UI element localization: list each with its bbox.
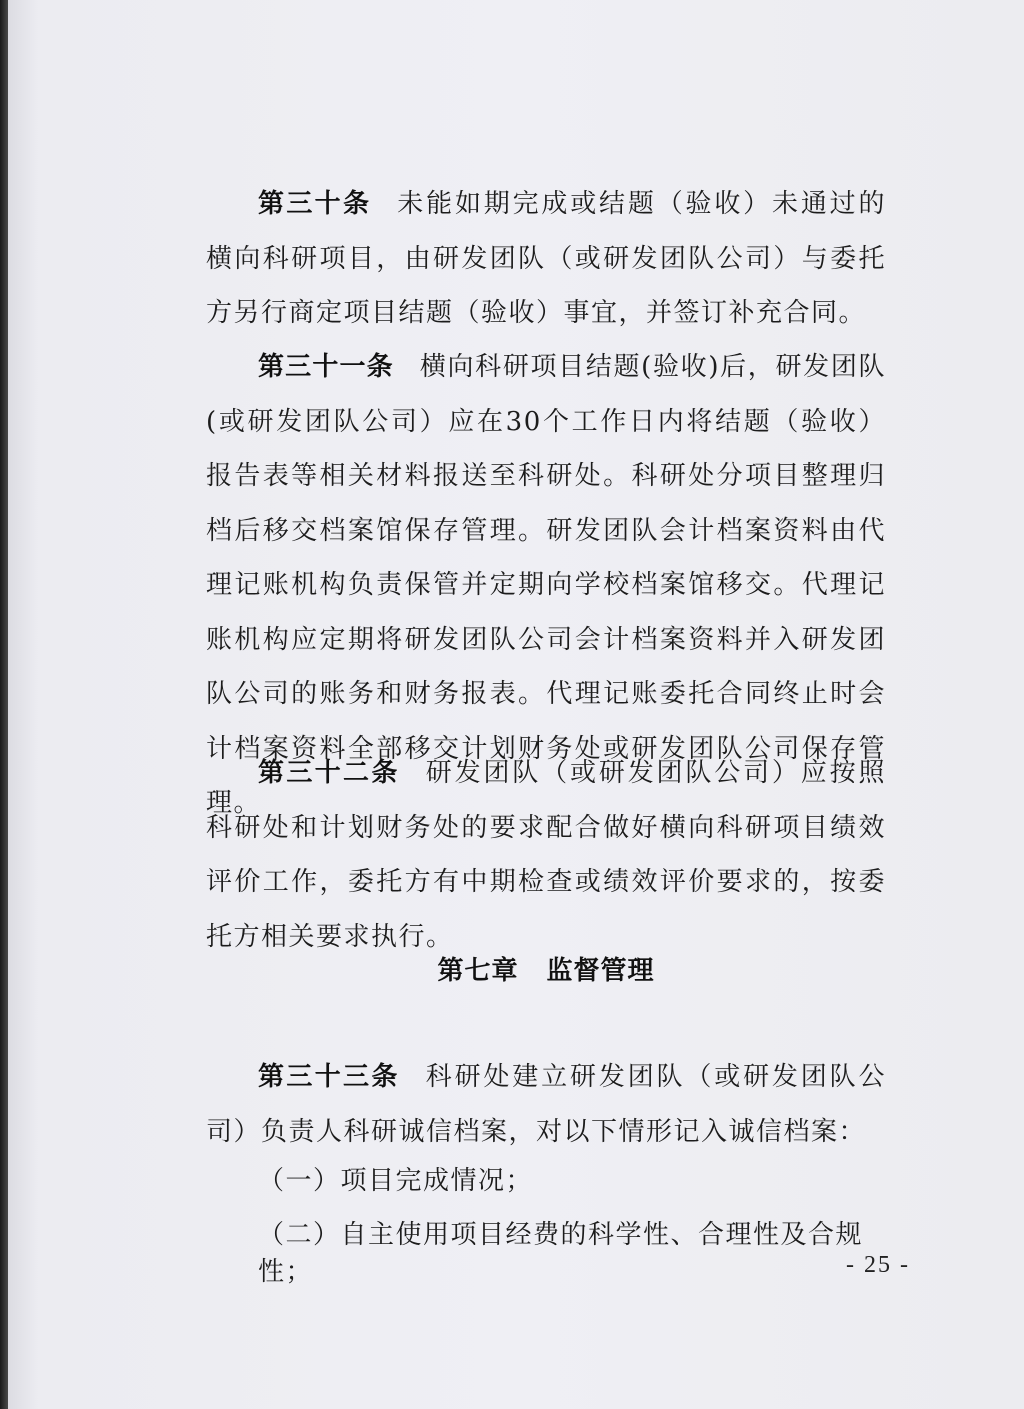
article-32 <box>206 746 886 964</box>
chapter-number: 第七章 <box>437 956 519 986</box>
scan-edge-shadow <box>0 0 8 1409</box>
article-30 <box>206 177 886 341</box>
article-33-text: 科研处建立研发团队（或研发团队公司）负责人科研诚信档案，对以下情形记入诚信档案： <box>206 1062 886 1147</box>
article-31-label: 第三十一条 <box>258 352 394 382</box>
chapter-heading <box>206 950 886 987</box>
article-30-text: 未能如期完成或结题（验收）未通过的横向科研项目，由研发团队（或研发团队公司）与委托方另行商定项目结题（验收）事宜，并签订补充合同。 <box>206 189 886 328</box>
article-33-label: 第三十三条 <box>258 1062 400 1092</box>
list-item: （二）自主使用项目经费的科学性、合理性及合规性； <box>258 1220 864 1287</box>
document-page <box>8 0 1024 1409</box>
article-30-label: 第三十条 <box>258 189 372 219</box>
article-33 <box>206 1050 886 1159</box>
chapter-title: 监督管理 <box>546 956 655 986</box>
article-32-label: 第三十二条 <box>258 758 400 788</box>
list-item: （一）项目完成情况； <box>258 1166 534 1196</box>
article-31-text: 横向科研项目结题(验收)后，研发团队(或研发团队公司）应在30个工作日内将结题（验收）报告表等相关材料报送至科研处。科研处分项目整理归档后移交档案馆保存管理。研发团队会计档案资料由代理记账机构负责保管并定期向学校档案馆移交。代理记账机构应定期将研发团队公司会计档案资料并入研发团队公司的账务和财务报表。代理记账委托合同终止时会计档案资料全部移交计划财务处或研发团队公司保存管理。 <box>206 352 886 818</box>
page-number: - 25 - <box>846 1252 910 1278</box>
article-32-text: 研发团队（或研发团队公司）应按照科研处和计划财务处的要求配合做好横向科研项目绩效评价工作，委托方有中期检查或绩效评价要求的，按委托方相关要求执行。 <box>206 758 886 952</box>
